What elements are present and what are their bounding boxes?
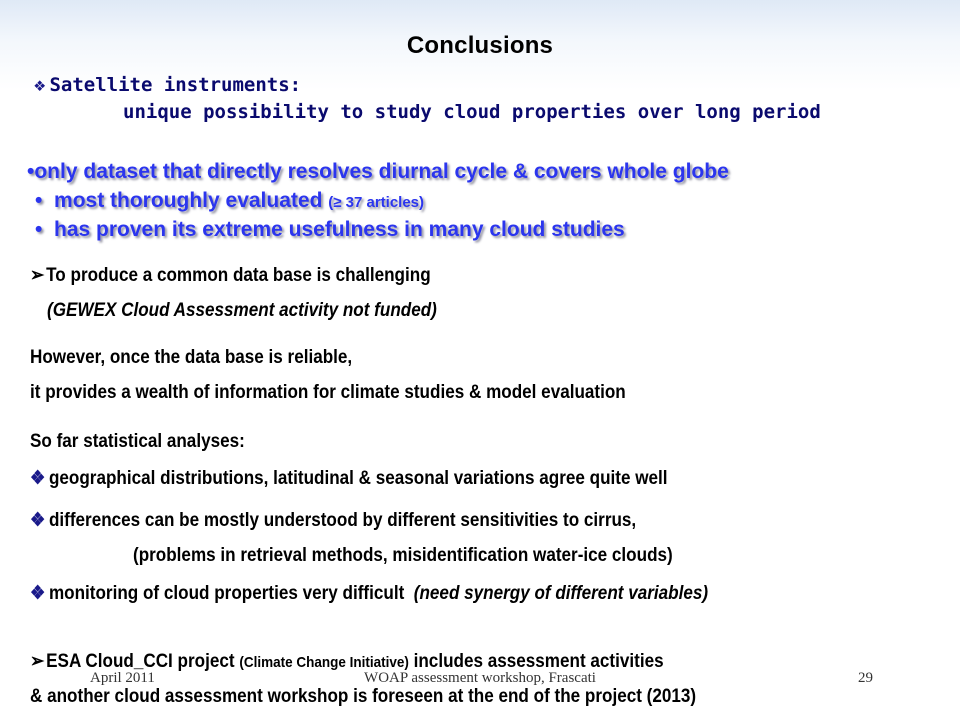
analyses-item-2-sub: (problems in retrieval methods, misidentification water-ice clouds): [133, 545, 673, 566]
diamond-bullet-icon: ❖: [30, 468, 46, 489]
bullet-dot-icon: •: [35, 189, 43, 212]
bullet-item-2: [35, 189, 424, 213]
bullet-text-2: most thoroughly evaluated: [54, 189, 329, 212]
esa-project: ESA Cloud_CCI project: [46, 651, 235, 672]
satellite-heading: [34, 74, 301, 96]
satellite-subheading: unique possibility to study cloud properties over long period: [123, 101, 821, 123]
analyses-item-3: [30, 582, 708, 605]
diamond-bullet-icon: ❖: [34, 74, 46, 96]
analyses-item-3-text: monitoring of cloud properties very difficult: [48, 583, 405, 604]
footer-date: April 2011: [90, 670, 155, 686]
bullet-text-3: has proven its extreme usefulness in many cloud studies: [54, 218, 625, 241]
bullet-item-1: [27, 160, 729, 184]
analyses-item-2-text: differences can be mostly understood by different sensitivities to cirrus,: [48, 510, 637, 531]
arrow-bullet-icon: ➢: [30, 265, 45, 286]
bullet-text-1: only dataset that directly resolves diurnal cycle & covers whole globe: [34, 160, 729, 183]
analyses-item-2: [30, 509, 636, 532]
footer-event: WOAP assessment workshop, Frascati: [364, 670, 596, 686]
arrow-bullet-icon: ➢: [30, 651, 45, 672]
esa-initiative: (Climate Change Initiative): [239, 654, 409, 671]
analyses-item-3-note: (need synergy of different variables): [413, 583, 709, 604]
bullet-item-3: [35, 218, 625, 242]
analyses-item-1-text: geographical distributions, latitudinal & seasonal variations agree quite well: [48, 468, 668, 489]
however-line-2: it provides a wealth of information for climate studies & model evaluation: [30, 382, 626, 403]
challenge-note: (GEWEX Cloud Assessment activity not funded): [47, 300, 437, 321]
analyses-item-1: [30, 467, 668, 490]
diamond-bullet-icon: ❖: [30, 583, 46, 604]
analyses-heading: So far statistical analyses:: [30, 431, 245, 452]
challenge-line: [30, 264, 431, 287]
however-line-1: However, once the data base is reliable,: [30, 347, 353, 368]
esa-activities: includes assessment activities: [413, 651, 664, 672]
bullet-dot-icon: •: [27, 160, 35, 183]
bullet-suffix-2: (≥ 37 articles): [328, 194, 425, 211]
bullet-dot-icon: •: [35, 218, 43, 241]
challenge-text: To produce a common data base is challenging: [46, 265, 431, 286]
footer-page-number: 29: [858, 670, 873, 686]
diamond-bullet-icon: ❖: [30, 510, 46, 531]
satellite-heading-text: Satellite instruments:: [49, 74, 302, 96]
slide-title: Conclusions: [406, 32, 554, 59]
esa-line-2: & another cloud assessment workshop is foreseen at the end of the project (2013): [30, 686, 697, 707]
